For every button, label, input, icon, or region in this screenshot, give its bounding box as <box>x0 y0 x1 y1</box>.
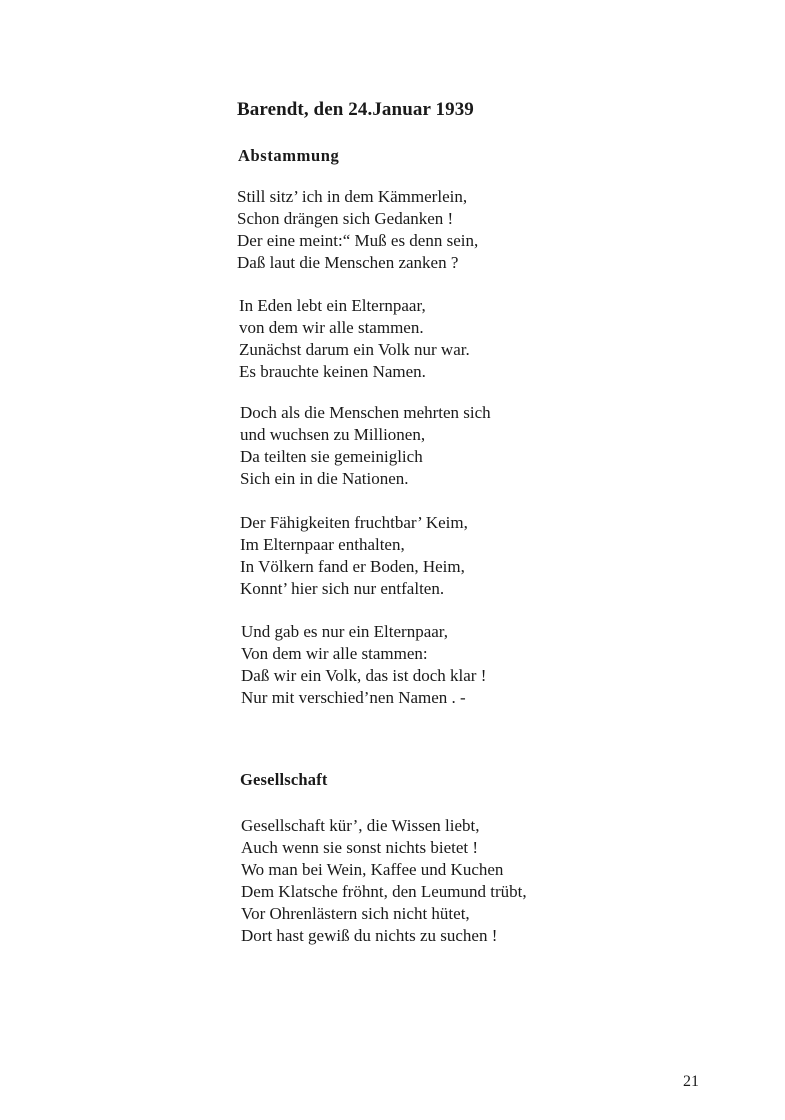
poem-line: Wo man bei Wein, Kaffee und Kuchen <box>241 860 504 879</box>
poem-line: In Eden lebt ein Elternpaar, <box>239 296 426 315</box>
poem-title-gesellschaft: Gesellschaft <box>240 770 328 789</box>
poem-line: Gesellschaft kür’, die Wissen liebt, <box>241 816 480 835</box>
poem-line: Da teilten sie gemeiniglich <box>240 447 423 466</box>
poem-line: Der Fähigkeiten fruchtbar’ Keim, <box>240 513 468 532</box>
poem-line: Doch als die Menschen mehrten sich <box>240 403 491 422</box>
poem-line: Auch wenn sie sonst nichts bietet ! <box>241 838 479 857</box>
stanza <box>240 512 468 600</box>
poem-line: und wuchsen zu Millionen, <box>240 425 426 444</box>
poem-line: In Völkern fand er Boden, Heim, <box>240 557 465 576</box>
poem-line: Nur mit verschied’nen Namen . - <box>241 688 466 707</box>
poem-line: Schon drängen sich Gedanken ! <box>237 209 454 228</box>
stanza <box>239 295 470 383</box>
date-header: Barendt, den 24.Januar 1939 <box>237 99 474 120</box>
stanza <box>241 815 527 947</box>
poem-line: Sich ein in die Nationen. <box>240 469 409 488</box>
stanza <box>237 186 478 274</box>
poem-line: Vor Ohrenlästern sich nicht hütet, <box>241 904 470 923</box>
poem-line: Von dem wir alle stammen: <box>241 644 428 663</box>
poem-line: Dem Klatsche fröhnt, den Leumund trübt, <box>241 882 527 901</box>
poem-line: Zunächst darum ein Volk nur war. <box>239 340 470 359</box>
stanza <box>240 402 491 490</box>
poem-line: Der eine meint:“ Muß es denn sein, <box>237 231 479 250</box>
poem-line: Daß laut die Menschen zanken ? <box>237 253 459 272</box>
poem-line: Still sitz’ ich in dem Kämmerlein, <box>237 187 468 206</box>
poem-line: Daß wir ein Volk, das ist doch klar ! <box>241 666 487 685</box>
poem-line: von dem wir alle stammen. <box>239 318 424 337</box>
poem-line: Dort hast gewiß du nichts zu suchen ! <box>241 926 498 945</box>
poem-title-abstammung: Abstammung <box>238 146 340 165</box>
poem-line: Im Elternpaar enthalten, <box>240 535 405 554</box>
page-number: 21 <box>683 1073 699 1090</box>
poem-line: Konnt’ hier sich nur entfalten. <box>240 579 445 598</box>
poem-line: Es brauchte keinen Namen. <box>239 362 426 381</box>
poem-line: Und gab es nur ein Elternpaar, <box>241 622 449 641</box>
stanza <box>241 621 486 709</box>
